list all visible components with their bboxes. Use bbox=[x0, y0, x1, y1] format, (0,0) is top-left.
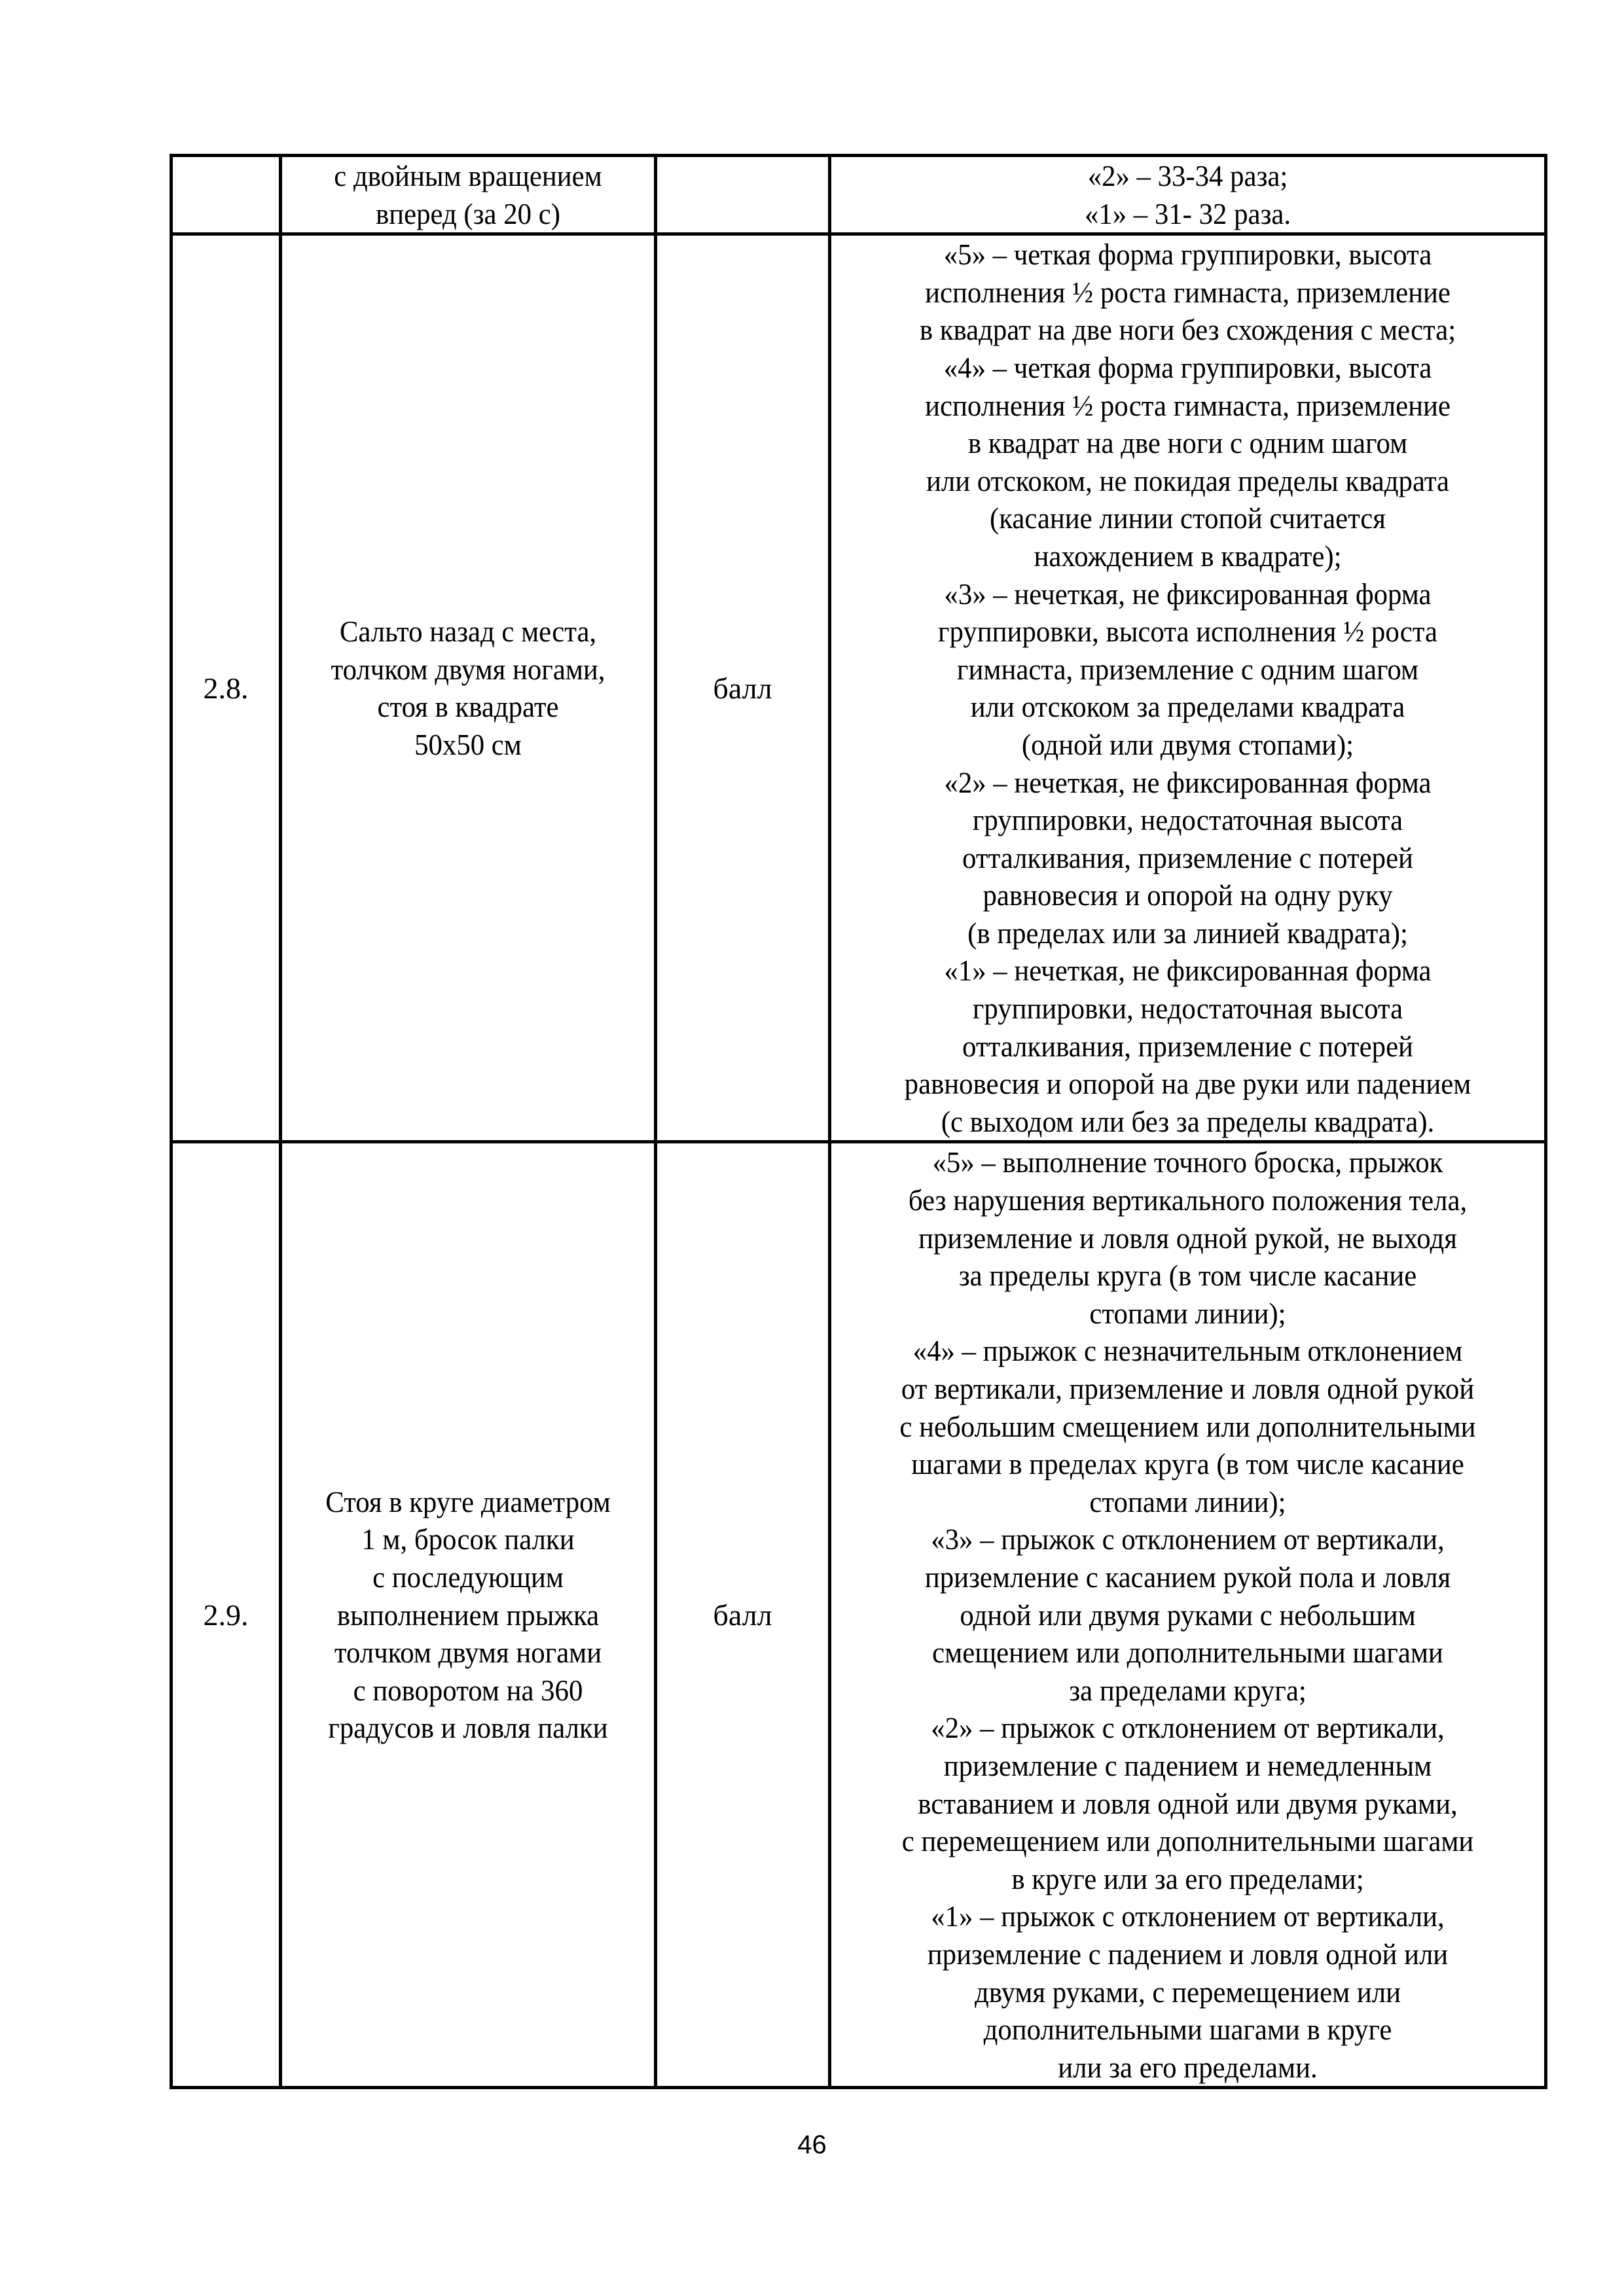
text-line: приземление и ловля одной рукой, не выходя bbox=[918, 1221, 1457, 1255]
text-line: стопами линии); bbox=[1089, 1296, 1286, 1330]
text-line: равновесия и опорой на одну руку bbox=[983, 878, 1393, 912]
text-line: с последующим bbox=[372, 1560, 564, 1594]
text-line: за пределами круга; bbox=[1069, 1673, 1307, 1707]
text-line: с двойным вращением bbox=[334, 159, 602, 192]
cell-criteria bbox=[830, 234, 1546, 1142]
text-line: с перемещением или дополнительными шагами bbox=[901, 1824, 1474, 1858]
text-line: Сальто назад с места, bbox=[339, 615, 597, 649]
text-line: приземление с падением и немедленным bbox=[943, 1748, 1432, 1782]
cell-number: 2.8. bbox=[171, 234, 281, 1142]
table-row-continuation bbox=[171, 156, 1546, 234]
cell-unit bbox=[656, 156, 830, 234]
norms-table bbox=[170, 154, 1547, 2089]
text-line: выполнением прыжка bbox=[336, 1598, 600, 1632]
text-line: группировки, высота исполнения ½ роста bbox=[938, 615, 1437, 649]
text-line: в квадрат на две ноги с одним шагом bbox=[967, 426, 1408, 460]
text-line: «5» – четкая форма группировки, высота bbox=[943, 238, 1432, 272]
text-line: «5» – выполнение точного броска, прыжок bbox=[932, 1145, 1443, 1179]
text-line: двумя руками, с перемещением или bbox=[974, 1975, 1401, 2009]
cell-criteria bbox=[830, 156, 1546, 234]
text-line: за пределы круга (в том числе касание bbox=[958, 1259, 1417, 1293]
text-line: приземление с падением и ловля одной или bbox=[927, 1937, 1449, 1971]
table-row-2-9 bbox=[171, 1142, 1546, 2088]
text-line: гимнаста, приземление с одним шагом bbox=[956, 652, 1419, 686]
text-line: «3» – прыжок с отклонением от вертикали, bbox=[931, 1522, 1445, 1556]
text-line: «3» – нечеткая, не фиксированная форма bbox=[944, 577, 1432, 611]
text-line: группировки, недостаточная высота bbox=[972, 803, 1403, 837]
text-line: «4» – прыжок с незначительным отклонением bbox=[912, 1334, 1463, 1368]
text-line: в круге или за его пределами; bbox=[1011, 1861, 1364, 1895]
text-line: стопами линии); bbox=[1089, 1484, 1286, 1518]
cell-number bbox=[171, 156, 281, 234]
text-line: смещением или дополнительными шагами bbox=[932, 1636, 1443, 1670]
text-line: или отскоком за пределами квадрата bbox=[970, 690, 1405, 724]
cell-exercise bbox=[281, 156, 656, 234]
text-line: отталкивания, приземление с потерей bbox=[962, 840, 1413, 874]
text-line: «4» – четкая форма группировки, высота bbox=[943, 350, 1432, 384]
text-line: или отскоком, не покидая пределы квадрата bbox=[926, 463, 1450, 497]
text-line: Стоя в круге диаметром bbox=[325, 1484, 611, 1518]
cell-exercise bbox=[281, 1142, 656, 2088]
text-line: вперед (за 20 с) bbox=[376, 196, 560, 230]
text-line: градусов и ловля палки bbox=[328, 1711, 608, 1745]
text-line: шагами в пределах круга (в том числе касание bbox=[911, 1447, 1464, 1481]
cell-unit: балл bbox=[656, 1142, 830, 2088]
text-line: приземление с касанием рукой пола и ловля bbox=[924, 1560, 1451, 1594]
text-line: (в пределах или за линией квадрата); bbox=[967, 916, 1408, 950]
text-line: с поворотом на 360 bbox=[353, 1673, 583, 1707]
text-line: «2» – нечеткая, не фиксированная форма bbox=[944, 765, 1432, 799]
text-line: 1 м, бросок палки bbox=[361, 1522, 575, 1556]
text-line: толчком двумя ногами bbox=[334, 1636, 602, 1670]
text-line: толчком двумя ногами, bbox=[331, 652, 605, 686]
text-line: равновесия и опорой на две руки или падением bbox=[904, 1067, 1471, 1101]
text-line: группировки, недостаточная высота bbox=[972, 992, 1403, 1026]
text-line: «2» – прыжок с отклонением от вертикали, bbox=[931, 1711, 1445, 1745]
text-line: стоя в квадрате bbox=[377, 690, 559, 724]
text-line: (одной или двумя стопами); bbox=[1021, 727, 1354, 761]
cell-unit: балл bbox=[656, 234, 830, 1142]
text-line: одной или двумя руками с небольшим bbox=[960, 1598, 1416, 1632]
text-line: «1» – прыжок с отклонением от вертикали, bbox=[931, 1899, 1445, 1933]
text-line: «2» – 33-34 раза; bbox=[1087, 159, 1288, 192]
text-line: (касание линии стопой считается bbox=[990, 501, 1386, 535]
text-line: «1» – 31- 32 раза. bbox=[1084, 196, 1291, 230]
text-line: в квадрат на две ноги без схождения с места; bbox=[919, 313, 1456, 347]
table-row-2-8 bbox=[171, 234, 1546, 1142]
text-line: нахождением в квадрате); bbox=[1034, 539, 1342, 573]
text-line: отталкивания, приземление с потерей bbox=[962, 1029, 1413, 1063]
text-line: исполнения ½ роста гимнаста, приземление bbox=[925, 388, 1451, 422]
text-line: «1» – нечеткая, не фиксированная форма bbox=[944, 954, 1432, 988]
text-line: без нарушения вертикального положения тела, bbox=[908, 1183, 1468, 1217]
text-line: вставанием и ловля одной или двумя руками, bbox=[918, 1786, 1458, 1820]
text-line: дополнительными шагами в круге bbox=[983, 2013, 1392, 2047]
text-line: исполнения ½ роста гимнаста, приземление bbox=[925, 275, 1451, 309]
cell-exercise bbox=[281, 234, 656, 1142]
text-line: (с выходом или без за пределы квадрата). bbox=[941, 1104, 1435, 1138]
text-line: 50х50 см bbox=[414, 727, 522, 761]
text-line: с небольшим смещением или дополнительными bbox=[899, 1409, 1476, 1443]
page-number: 46 bbox=[797, 2130, 827, 2159]
text-line: или за его пределами. bbox=[1058, 2050, 1318, 2084]
cell-number: 2.9. bbox=[171, 1142, 281, 2088]
cell-criteria bbox=[830, 1142, 1546, 2088]
text-line: от вертикали, приземление и ловля одной рукой bbox=[901, 1372, 1475, 1405]
